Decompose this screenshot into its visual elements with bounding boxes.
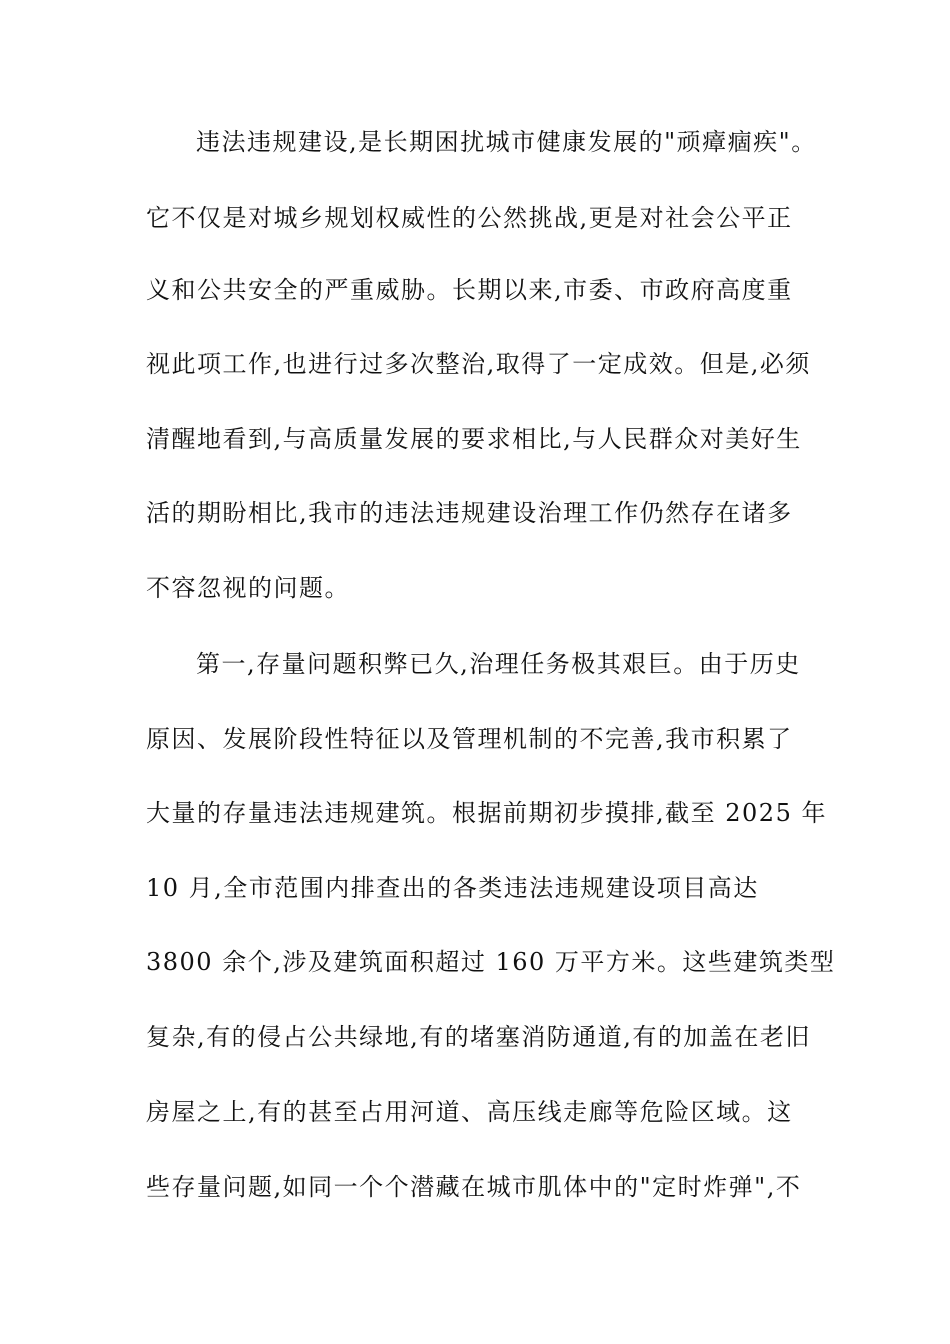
paragraph-first-line-5: 3800 余个,涉及建筑面积超过 160 万平方米。这些建筑类型 bbox=[146, 948, 836, 976]
paragraph-intro-line-2: 它不仅是对城乡规划权威性的公然挑战,更是对社会公平正 bbox=[146, 204, 793, 232]
paragraph-first-line-4: 10 月,全市范围内排查出的各类违法违规建设项目高达 bbox=[146, 874, 759, 902]
paragraph-intro-line-6: 活的期盼相比,我市的违法违规建设治理工作仍然存在诸多 bbox=[146, 499, 793, 527]
paragraph-intro-line-4: 视此项工作,也进行过多次整治,取得了一定成效。但是,必须 bbox=[146, 350, 811, 378]
paragraph-intro-line-1: 违法违规建设,是长期困扰城市健康发展的"顽瘴痼疾"。 bbox=[196, 128, 817, 156]
paragraph-first-line-2: 原因、发展阶段性特征以及管理机制的不完善,我市积累了 bbox=[146, 725, 793, 753]
paragraph-first-line-1: 第一,存量问题积弊已久,治理任务极其艰巨。由于历史 bbox=[196, 650, 801, 678]
paragraph-first-line-3: 大量的存量违法违规建筑。根据前期初步摸排,截至 2025 年 bbox=[146, 799, 827, 827]
paragraph-intro-line-3: 义和公共安全的严重威胁。长期以来,市委、市政府高度重 bbox=[146, 276, 793, 304]
paragraph-first-line-8: 些存量问题,如同一个个潜藏在城市肌体中的"定时炸弹",不 bbox=[146, 1173, 802, 1201]
paragraph-intro-line-5: 清醒地看到,与高质量发展的要求相比,与人民群众对美好生 bbox=[146, 425, 802, 453]
paragraph-intro-line-7: 不容忽视的问题。 bbox=[146, 574, 350, 602]
paragraph-first-line-7: 房屋之上,有的甚至占用河道、高压线走廊等危险区域。这 bbox=[146, 1098, 793, 1126]
paragraph-first-line-6: 复杂,有的侵占公共绿地,有的堵塞消防通道,有的加盖在老旧 bbox=[146, 1023, 811, 1051]
